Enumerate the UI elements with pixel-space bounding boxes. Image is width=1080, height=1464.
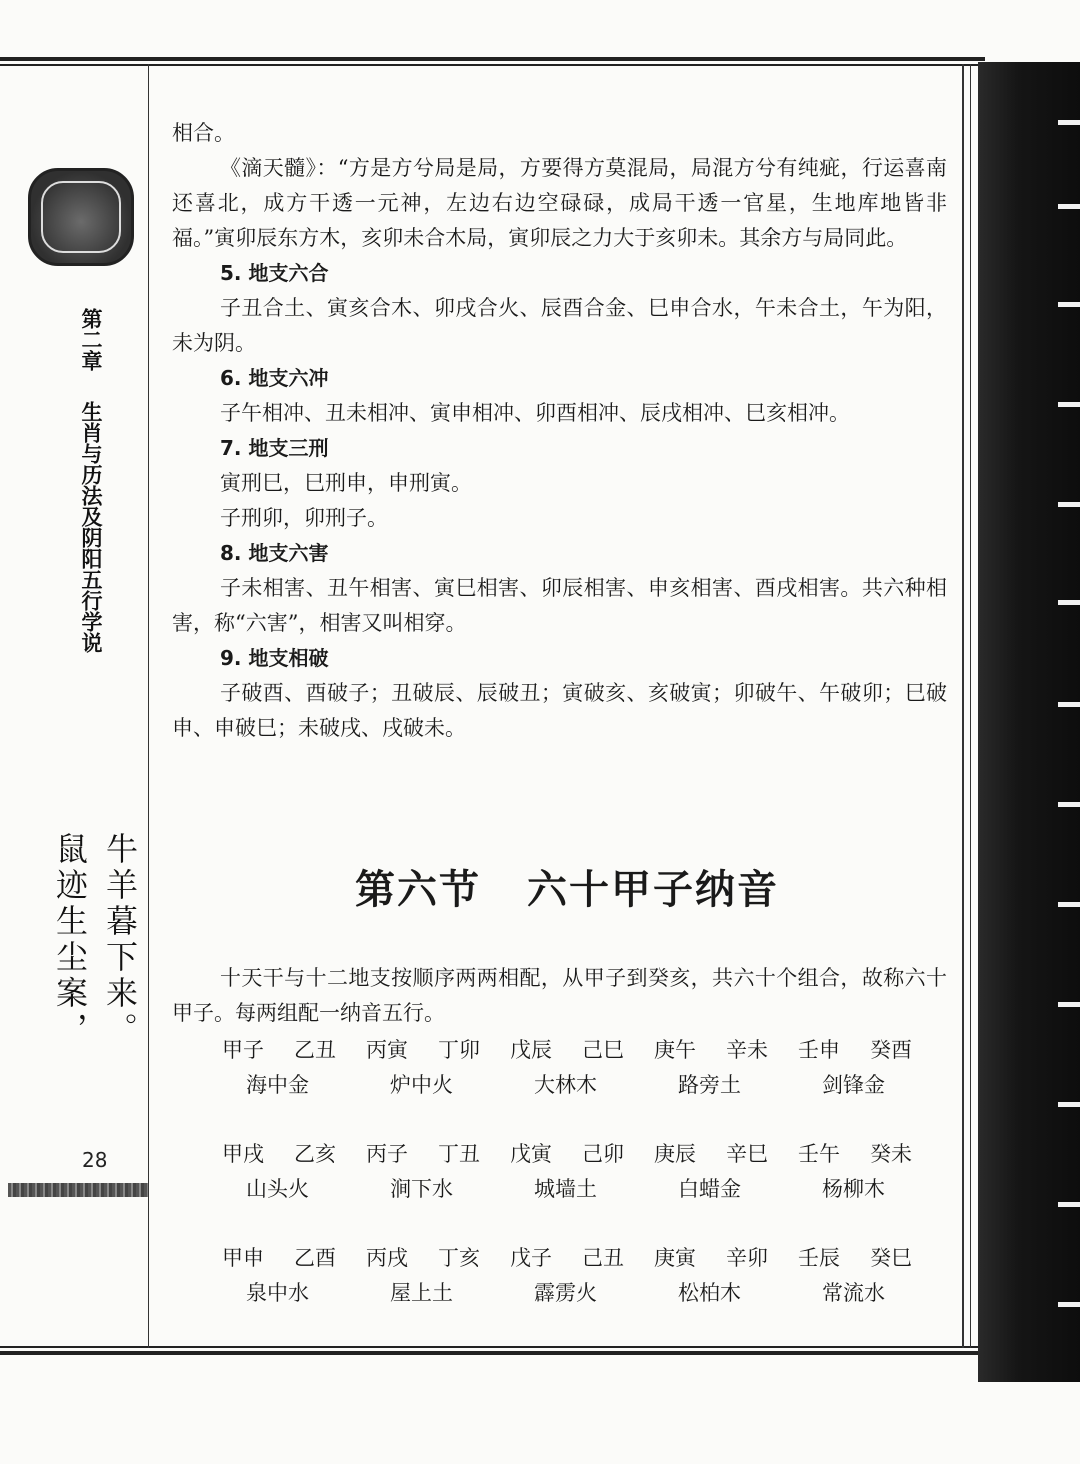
- nayin-element: 松柏木: [678, 1281, 741, 1305]
- subheading-5: 5. 地支六合: [220, 261, 329, 285]
- paragraph: 子午相冲、丑未相冲、寅申相冲、卯酉相冲、辰戌相冲、巳亥相冲。: [220, 401, 850, 425]
- ganzhi-pair: 戊子: [510, 1246, 552, 1270]
- ganzhi-pair: 丙子: [366, 1142, 408, 1166]
- continued-text: 相合。: [172, 121, 235, 145]
- ganzhi-pair: 辛巳: [726, 1142, 768, 1166]
- ganzhi-pair: 癸未: [870, 1142, 912, 1166]
- section-number: 第六节: [355, 867, 481, 913]
- ganzhi-pair: 壬辰: [798, 1246, 840, 1270]
- paragraph: 子未相害、丑午相害、寅巳相害、卯辰相害、申亥相害、酉戌相害。共六种相害，称“六害”，相害又叫相穿。: [172, 576, 947, 635]
- chapter-title: 生肖与历法及阴阳五行学说: [79, 401, 103, 653]
- quote-paragraph: 《滴天髓》：“方是方兮局是局，方要得方莫混局，局混方兮有纯疵，行运喜南还喜北，成方干透一元神，左边右边空碌碌，成局干透一官星，生地库地皆非福。”寅卯辰东方木，亥卯未合木局，寅卯辰之力大于亥卯未。其余方与局同此。: [172, 156, 947, 250]
- ganzhi-pair: 戊寅: [510, 1142, 552, 1166]
- ganzhi-pair: 己丑: [582, 1246, 624, 1270]
- page-number-bar: [8, 1183, 148, 1197]
- subheading-8: 8. 地支六害: [220, 541, 329, 565]
- body-text: [172, 116, 947, 746]
- nayin-element: 常流水: [822, 1281, 885, 1305]
- nayin-element: 炉中火: [390, 1073, 453, 1097]
- nayin-element: 霹雳火: [534, 1281, 597, 1305]
- subheading-9: 9. 地支相破: [220, 646, 329, 670]
- nayin-element: 路旁土: [678, 1073, 741, 1097]
- paragraph: 寅刑巳，巳刑申，申刑寅。: [220, 471, 472, 495]
- ganzhi-row: [222, 1240, 942, 1274]
- sidebar-divider: [148, 64, 149, 1348]
- top-rule: [0, 57, 985, 61]
- chapter-number: 第二章: [79, 308, 103, 371]
- ganzhi-pair: 丁丑: [438, 1142, 480, 1166]
- ganzhi-pair: 癸酉: [870, 1038, 912, 1062]
- nayin-element: 城墙土: [534, 1177, 597, 1201]
- ganzhi-row: [222, 1136, 942, 1170]
- nayin-row: [222, 1274, 942, 1310]
- bottom-rule: [0, 1351, 985, 1355]
- paragraph: 子破酉、酉破子；丑破辰、辰破丑；寅破亥、亥破寅；卯破午、午破卯；巳破申、申破巳；未破戌、戌破未。: [172, 681, 947, 740]
- nayin-group: [222, 1032, 942, 1102]
- ganzhi-pair: 甲申: [222, 1246, 264, 1270]
- subheading-6: 6. 地支六冲: [220, 366, 329, 390]
- poem-line-left: 鼠迹生尘案，: [51, 832, 89, 1048]
- nayin-element: 泉中水: [246, 1281, 309, 1305]
- nayin-group: [222, 1240, 942, 1310]
- nayin-element: 山头火: [246, 1177, 309, 1201]
- ganzhi-pair: 癸巳: [870, 1246, 912, 1270]
- ganzhi-pair: 己卯: [582, 1142, 624, 1166]
- nayin-element: 海中金: [246, 1073, 309, 1097]
- ganzhi-pair: 辛未: [726, 1038, 768, 1062]
- ganzhi-pair: 丙寅: [366, 1038, 408, 1062]
- nayin-element: 大林木: [534, 1073, 597, 1097]
- ganzhi-pair: 庚午: [654, 1038, 696, 1062]
- chapter-heading: [78, 308, 104, 653]
- subheading-7: 7. 地支三刑: [220, 436, 329, 460]
- section-title: [172, 858, 962, 915]
- ganzhi-pair: 乙酉: [294, 1246, 336, 1270]
- nayin-element: 屋上土: [390, 1281, 453, 1305]
- paragraph: 子丑合土、寅亥合木、卯戌合火、辰酉合金、巳申合水，午未合土，午为阳，未为阴。: [172, 296, 947, 355]
- intro-paragraph: 十天干与十二地支按顺序两两相配，从甲子到癸亥，共六十个组合，故称六十甲子。每两组配一纳音五行。: [172, 966, 947, 1025]
- right-border-thin: [970, 64, 971, 1348]
- poem-line-right: 牛羊暮下来。: [101, 832, 139, 1048]
- ganzhi-pair: 丁亥: [438, 1246, 480, 1270]
- nayin-element: 白蜡金: [678, 1177, 741, 1201]
- ganzhi-pair: 壬午: [798, 1142, 840, 1166]
- ganzhi-pair: 庚辰: [654, 1142, 696, 1166]
- ganzhi-pair: 壬申: [798, 1038, 840, 1062]
- ganzhi-pair: 丙戌: [366, 1246, 408, 1270]
- nayin-row: [222, 1066, 942, 1102]
- ganzhi-pair: 乙丑: [294, 1038, 336, 1062]
- section-intro: [172, 961, 947, 1031]
- nayin-element: 剑锋金: [822, 1073, 885, 1097]
- nayin-element: 杨柳木: [822, 1177, 885, 1201]
- ganzhi-pair: 庚寅: [654, 1246, 696, 1270]
- ganzhi-pair: 丁卯: [438, 1038, 480, 1062]
- page-number: 28: [82, 1148, 108, 1172]
- zodiac-emblem-icon: [28, 168, 134, 266]
- ganzhi-pair: 乙亥: [294, 1142, 336, 1166]
- right-border: [962, 64, 964, 1348]
- nayin-group: [222, 1136, 942, 1206]
- paragraph: 子刑卯，卯刑子。: [220, 506, 388, 530]
- section-name: 六十甲子纳音: [527, 867, 779, 913]
- nayin-row: [222, 1170, 942, 1206]
- nayin-element: 涧下水: [390, 1177, 453, 1201]
- ganzhi-row: [222, 1032, 942, 1066]
- ganzhi-pair: 辛卯: [726, 1246, 768, 1270]
- ganzhi-pair: 己巳: [582, 1038, 624, 1062]
- ganzhi-pair: 戊辰: [510, 1038, 552, 1062]
- ganzhi-pair: 甲戌: [222, 1142, 264, 1166]
- ganzhi-pair: 甲子: [222, 1038, 264, 1062]
- binding-strip: [978, 62, 1080, 1382]
